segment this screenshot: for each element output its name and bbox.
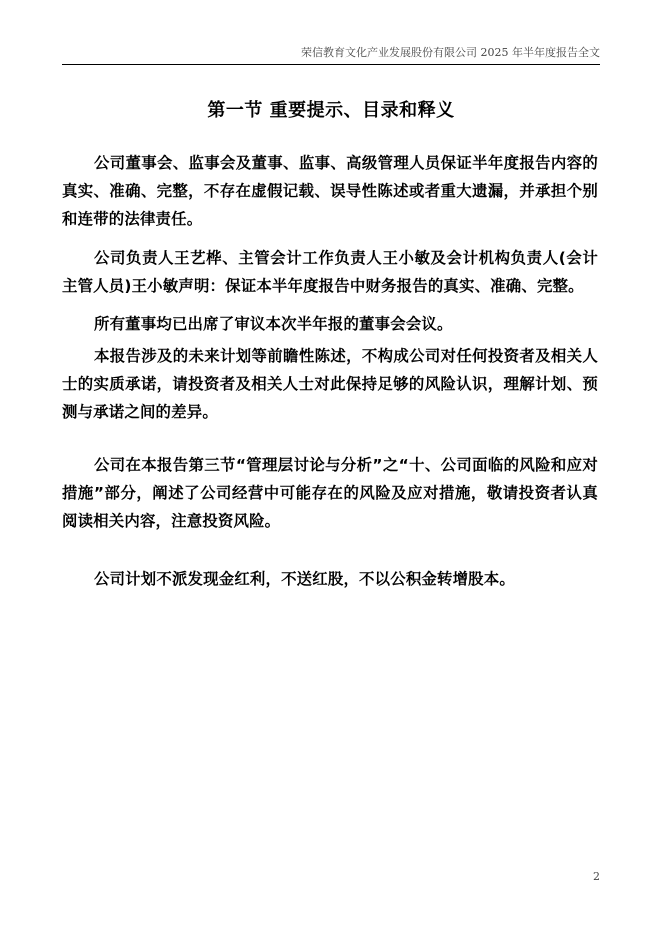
paragraph-forward-looking-statement: 本报告涉及的未来计划等前瞻性陈述，不构成公司对任何投资者及相关人士的实质承诺，请投资者及相关人士对此保持足够的风险认识，理解计划、预测与承诺之间的差异。 bbox=[62, 347, 598, 421]
paragraph-board-guarantee: 公司董事会、监事会及董事、监事、高级管理人员保证半年度报告内容的真实、准确、完整，不存在虚假记载、误导性陈述或者重大遗漏，并承担个别和连带的法律责任。 bbox=[62, 154, 598, 228]
page-number: 2 bbox=[593, 870, 600, 883]
header-divider bbox=[62, 64, 600, 65]
paragraph-responsible-persons-statement: 公司负责人王艺桦、主管会计工作负责人王小敏及会计机构负责人(会计主管人员)王小敏声明：保证本半年度报告中财务报告的真实、准确、完整。 bbox=[62, 249, 598, 295]
paragraph-risk-notice: 公司在本报告第三节“管理层讨论与分析”之“十、公司面临的风险和应对措施”部分，阐述了公司经营中可能存在的风险及应对措施，敬请投资者认真阅读相关内容，注意投资风险。 bbox=[62, 456, 598, 530]
section-title: 第一节 重要提示、目录和释义 bbox=[207, 100, 455, 121]
paragraph-directors-attendance: 所有董事均已出席了审议本次半年报的董事会会议。 bbox=[94, 315, 453, 333]
paragraph-dividend-plan: 公司计划不派发现金红利，不送红股，不以公积金转增股本。 bbox=[94, 570, 515, 588]
running-header: 荣信教育文化产业发展股份有限公司 2025 年半年度报告全文 bbox=[301, 46, 600, 59]
